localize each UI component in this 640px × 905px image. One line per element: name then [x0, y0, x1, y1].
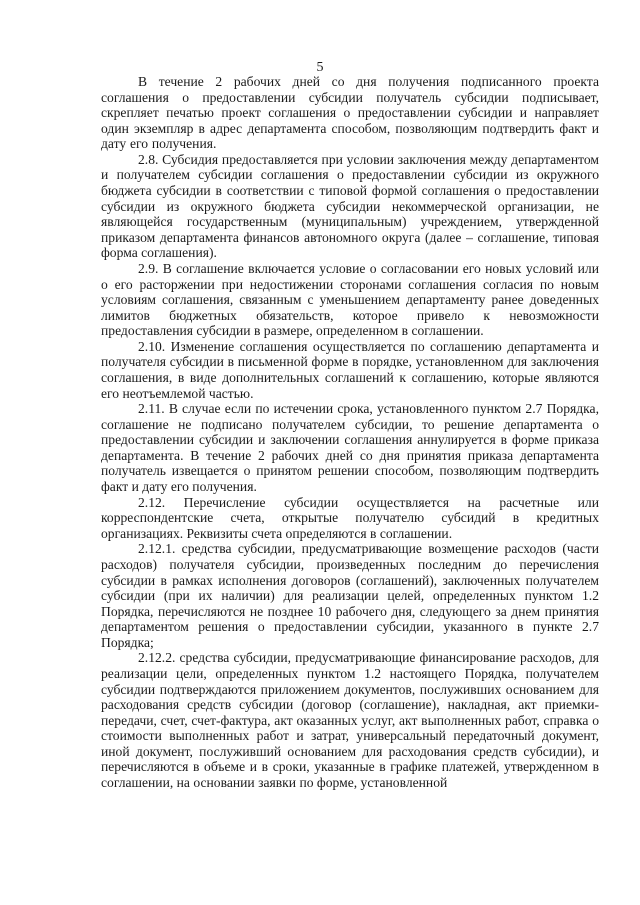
paragraph-2-12: 2.12. Перечисление субсидии осуществляется на расчетные или корреспондентские счета, открытые получателю субсидий в кредитных организациях. Реквизиты счета определяются в соглашении.: [101, 494, 599, 541]
paragraph-2-12-1: 2.12.1. средства субсидии, предусматривающие возмещение расходов (части расходов) получателя субсидии, произведенных последним до перечисления субсидии в рамках исполнения договоров (соглашений), заключенных получателем субсидии (при их наличии) для реализации целей, определенных пунктом 1.2 Порядка, перечисляются не позднее 10 рабочего дня, следующего за днем принятия департаментом решения о предоставлении субсидии, указанного в пункте 2.7 Порядка;: [101, 541, 599, 650]
page-number: 5: [316, 60, 324, 75]
paragraph-2-12-2: 2.12.2. средства субсидии, предусматривающие финансирование расходов, для реализации цели, определенных пунктом 1.2 настоящего Порядка, получателем субсидии подтверждаются приложением документов, послуживших основанием для расходования средств субсидии (договор (соглашение), накладная, акт приемки-передачи, счет, счет-фактура, акт оказанных услуг, акт выполненных работ, справка о стоимости выполненных работ и затрат, универсальный передаточный документ, иной документ, послуживший основанием для расходования средств субсидии), и перечисляются в объеме и в сроки, указанные в графике платежей, утвержденном в соглашении, на основании заявки по форме, установленной: [101, 650, 599, 791]
paragraph-2-9: 2.9. В соглашение включается условие о согласовании его новых условий или о его расторжении при недостижении сторонами соглашения согласия по новым условиям соглашения, связанным с уменьшением департаменту ранее доведенных лимитов бюджетных обязательств, которое привело к невозможности предоставления субсидии в размере, определенном в соглашении.: [101, 260, 599, 339]
paragraph-2-11: 2.11. В случае если по истечении срока, установленного пунктом 2.7 Порядка, соглашение не подписано получателем субсидии, то решение департамента о предоставлении субсидии и заключении соглашения аннулируется в форме приказа департамента. В течение 2 рабочих дней со дня принятия приказа департамента получатель извещается о принятом решении способом, позволяющим подтвердить факт и дату его получения.: [101, 401, 599, 495]
paragraph-intro-signing: В течение 2 рабочих дней со дня получения подписанного проекта соглашения о предоставлении субсидии получатель субсидии подписывает, скрепляет печатью проект соглашения о предоставлении субсидии и направляет один экземпляр в адрес департамента способом, позволяющим подтвердить факт и дату его получения.: [101, 74, 599, 152]
document-body: [101, 74, 599, 791]
paragraph-2-8: 2.8. Субсидия предоставляется при условии заключения между департаментом и получателем субсидии соглашения о предоставлении субсидии из окружного бюджета субсидии в соответствии с типовой формой соглашения о предоставлении субсидии из окружного бюджета субсидии некоммерческой организации, не являющейся государственным (муниципальным) учреждением, утвержденной приказом департамента финансов автономного округа (далее – соглашение, типовая форма соглашения).: [101, 151, 599, 261]
paragraph-2-10: 2.10. Изменение соглашения осуществляется по соглашению департамента и получателя субсидии в письменной форме в порядке, установленном для заключения соглашения, в виде дополнительных соглашений к соглашению, которые являются его неотъемлемой частью.: [101, 338, 599, 401]
